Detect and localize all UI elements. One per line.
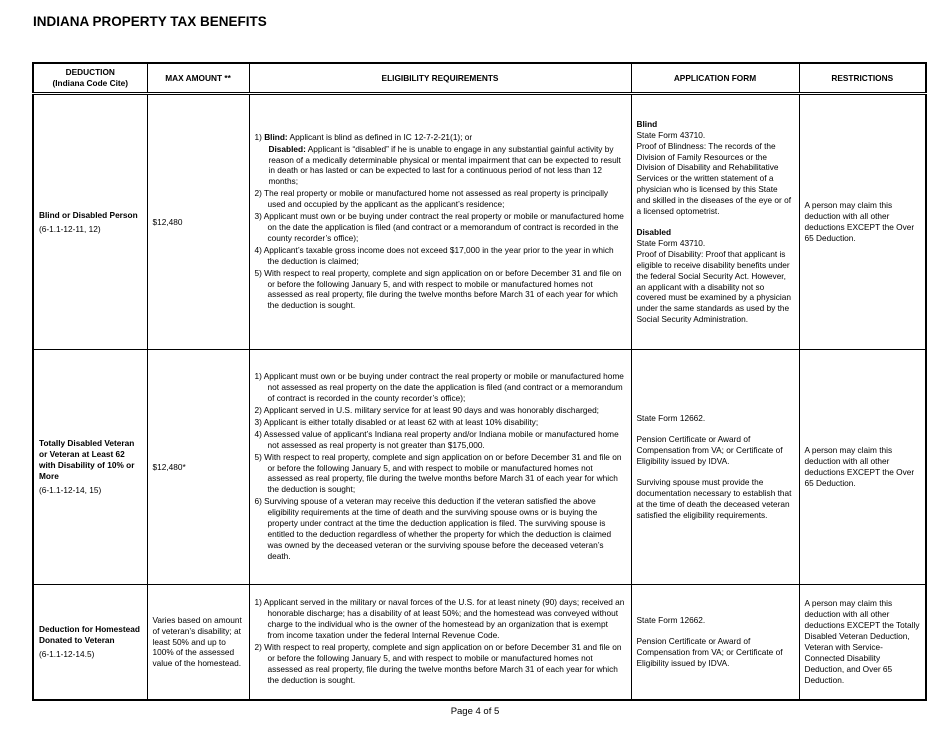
requirement-item: 5) With respect to real property, complete and sign application on or before December 31 and file on or before the following January 5, and with respect to mobile or manufactured homes not assessed as real property, file during the twelve months before March 31 of each year for which the deduction is sought. <box>254 267 622 311</box>
deduction-cell <box>33 94 147 350</box>
deduction-name: Totally Disabled Veteran or Veteran at Least 62 with Disability of 10% or More <box>39 438 135 481</box>
table-row <box>33 94 926 350</box>
form-number: State Form 43710. <box>636 237 706 248</box>
eligibility-cell <box>249 585 631 701</box>
spacer <box>637 424 794 434</box>
header-deduction <box>33 63 147 94</box>
header-deduction-label: DEDUCTION <box>65 67 115 78</box>
requirement-item: 6) Surviving spouse of a veteran may receive this deduction if the veteran satisfied the above eligibility requirements at the time of death and the surviving spouse owns or is buying the property under contract at the time the deduction application is filed. The surviving spouse is entitled to the deduction regardless of whether the property for which the deduction is claimed was owned by the deceased veteran or the surviving spouse before the deceased veteran’s death. <box>254 496 612 561</box>
benefits-table <box>32 62 927 701</box>
requirement-item: 1) Applicant must own or be buying under contract the real property or mobile or manufactured home not assessed as real property on the date the application is filed (and contract or a memorandum of contract is recorded in the county recorder’s office); <box>254 371 624 404</box>
requirement-item: 4) Applicant’s taxable gross income does not exceed $17,000 in the year prior to the year in which the deduction is claimed; <box>254 244 614 266</box>
deduction-cite: (6-1.1-12-14, 15) <box>39 484 102 495</box>
requirement-item: 2) Applicant served in U.S. military service for at least 90 days and was honorably discharged; <box>254 405 599 416</box>
requirement-item: 4) Assessed value of applicant’s Indiana real property and/or Indiana mobile or manufactured home not assessed as real property is not greater than $175,000. <box>254 428 619 450</box>
header-eligibility: ELIGIBILITY REQUIREMENTS <box>249 63 631 94</box>
requirement-subitem <box>255 144 626 188</box>
req-number: 1) <box>254 131 265 142</box>
restrictions-cell: A person may claim this deduction with all other deductions EXCEPT the Over 65 Deduction. <box>799 350 926 585</box>
table-row <box>33 350 926 585</box>
form-proof: Pension Certificate or Award of Compensation from VA; or Certificate of Eligibility issued by IDVA. <box>636 636 783 668</box>
deduction-cite: (6-1.1-12-11, 12) <box>39 223 101 234</box>
requirement-item: 5) With respect to real property, complete and sign application on or before December 31 and file on or before the following January 5, and with respect to mobile or manufactured homes not assessed as real property, file during the twelve months before March 31 of each year for which the deduction is sought; <box>254 451 622 495</box>
application-cell <box>631 94 799 350</box>
amount-cell: $12,480 <box>147 94 249 350</box>
requirement-item <box>255 132 626 143</box>
requirement-item: 2) With respect to real property, complete and sign application on or before December 31 and file on or before the following January 5, and with respect to mobile or manufactured homes not assessed as real property, file during the twelve months before March 31 of each year for which the deduction is sought. <box>254 642 622 685</box>
deduction-cite: (6-1.1-12-14.5) <box>39 648 95 659</box>
spacer <box>637 217 794 227</box>
form-number: State Form 12662. <box>636 615 706 626</box>
requirement-item: 3) Applicant is either totally disabled or at least 62 with at least 10% disability; <box>254 416 539 427</box>
amount-cell: $12,480* <box>147 350 249 585</box>
page-title: INDIANA PROPERTY TAX BENEFITS <box>33 14 267 29</box>
header-restrictions: RESTRICTIONS <box>799 63 926 94</box>
deduction-cell <box>33 350 147 585</box>
spacer <box>637 626 794 636</box>
restrictions-cell: A person may claim this deduction with all other deductions EXCEPT the Totally Disabled Veteran Deduction, Veteran with Service-Connected Disability Deduction, and Over 65 Deduction. <box>799 585 926 701</box>
application-cell <box>631 585 799 701</box>
deduction-cell <box>33 585 147 701</box>
form-heading: Disabled <box>636 227 672 237</box>
deduction-name: Deduction for Homestead Donated to Veteran <box>39 624 140 646</box>
form-note: Surviving spouse must provide the documentation necessary to establish that at the time of death the deceased veteran satisfied the eligibility requirements. <box>636 477 792 520</box>
req-label: Disabled: <box>268 143 306 154</box>
req-text: Applicant is “disabled” if he is unable to engage in any substantial gainful activity by reason of a medically determinable physical or mental impairment that can be expected to result in death or has lasted or can be expected to last for a continuous period of not less than 12 months; <box>268 143 621 187</box>
page-number: Page 4 of 5 <box>450 706 500 717</box>
form-proof: Proof of Disability: Proof that applicant is eligible to receive disability benefits under the federal Social Security Act. However, an applicant with a disability not so covered must be examined by a physician under the same standards as used by the Social Security Administration. <box>636 248 791 325</box>
req-label: Blind: <box>264 131 288 142</box>
application-cell <box>631 350 799 585</box>
restrictions-cell: A person may claim this deduction with all other deductions EXCEPT the Over 65 Deduction. <box>799 94 926 350</box>
header-max-amount: MAX AMOUNT ** <box>147 63 249 94</box>
header-row <box>33 63 926 94</box>
amount-cell: Varies based on amount of veteran’s disability; at least 50% and up to 100% of the assessed value of the homestead. <box>147 585 249 701</box>
table-row <box>33 585 926 701</box>
eligibility-cell <box>249 94 631 350</box>
header-application: APPLICATION FORM <box>631 63 799 94</box>
eligibility-cell <box>249 350 631 585</box>
requirement-item: 1) Applicant served in the military or naval forces of the U.S. for at least ninety (90) days; received an honorable discharge; has a disability of at least 50%; and the homestead was conveyed without charge to the individual who is the owner of the homestead by an organization that is exempt from income taxation under the federal Internal Revenue Code. <box>254 597 625 641</box>
deduction-name: Blind or Disabled Person <box>39 209 138 220</box>
form-number: State Form 12662. <box>636 413 706 424</box>
req-text: Applicant is blind as defined in IC 12-7-2-21(1); or <box>287 131 473 142</box>
requirement-item: 2) The real property or mobile or manufactured home not assessed as real property is principally used and occupied by the applicant as the applicant’s residence; <box>254 188 609 210</box>
form-number: State Form 43710. <box>636 129 706 140</box>
form-proof: Pension Certificate or Award of Compensation from VA; or Certificate of Eligibility issued by IDVA. <box>636 434 783 467</box>
form-heading: Blind <box>636 118 658 129</box>
form-proof: Proof of Blindness: The records of the Division of Family Resources or the Division of Disability and Rehabilitative Services or the written statement of a physician who is licensed by this State and skilled in the diseases of the eye or of a licensed optometrist. <box>636 140 792 217</box>
requirement-item: 3) Applicant must own or be buying under contract the real property or mobile or manufactured home on the date the application is filed (and contract or a memorandum of contract is recorded in the county recorder’s office); <box>254 211 624 243</box>
header-deduction-sub: (Indiana Code Cite) <box>52 78 129 88</box>
spacer <box>637 467 794 477</box>
